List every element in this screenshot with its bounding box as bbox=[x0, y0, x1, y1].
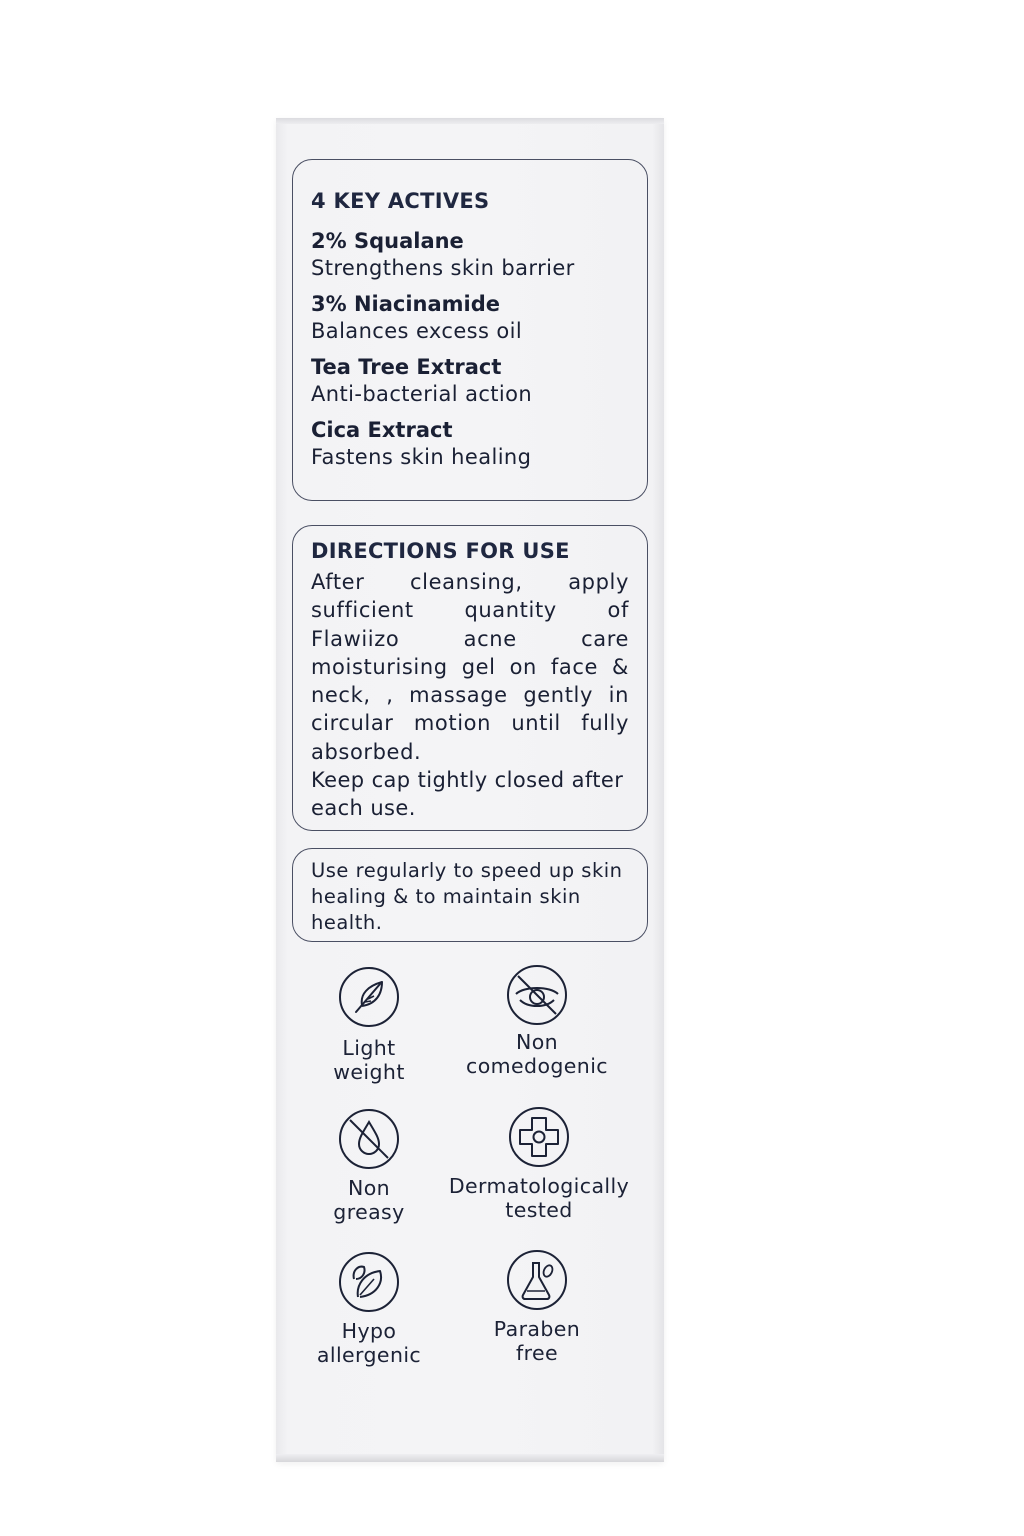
badge-label-line2: tested bbox=[505, 1198, 573, 1222]
active-item bbox=[311, 354, 629, 408]
badge-label-line2: greasy bbox=[333, 1200, 405, 1224]
active-description: Fastens skin healing bbox=[311, 445, 532, 469]
directions-text: After cleansing, apply sufficient quantity of Flawiizo acne care moisturising gel on face & neck, , massage gently in circular motion until fully absorbed. bbox=[311, 570, 629, 764]
badge-label-line2: free bbox=[515, 1341, 559, 1365]
badge-label-line2: comedogenic bbox=[466, 1054, 608, 1078]
usage-text: Use regularly to speed up skin healing & to maintain skin health. bbox=[311, 859, 623, 934]
key-actives-heading: 4 KEY ACTIVES bbox=[311, 189, 490, 213]
non-comedogenic-icon bbox=[506, 964, 568, 1026]
product-box-back bbox=[276, 118, 664, 1462]
medical-cross-icon bbox=[508, 1106, 570, 1168]
key-actives-panel bbox=[292, 159, 648, 501]
feather-icon bbox=[338, 966, 400, 1028]
badge-non-comedogenic bbox=[437, 964, 637, 1078]
badge-label-line1: Light bbox=[342, 1036, 396, 1060]
active-item bbox=[311, 291, 629, 345]
badge-label-line2: allergenic bbox=[316, 1343, 422, 1367]
badge-label-line2: weight bbox=[333, 1060, 405, 1084]
directions-note: Keep cap tightly closed after each use. bbox=[311, 768, 624, 821]
active-item bbox=[311, 417, 629, 471]
active-description: Strengthens skin barrier bbox=[311, 256, 575, 280]
active-name: 3% Niacinamide bbox=[311, 292, 501, 316]
badge-label-line1: Dermatologically bbox=[448, 1174, 630, 1198]
directions-panel bbox=[292, 525, 648, 831]
usage-panel bbox=[292, 848, 648, 942]
active-item bbox=[311, 228, 629, 282]
box-top-edge bbox=[276, 118, 664, 124]
active-description: Balances excess oil bbox=[311, 319, 523, 343]
badge-label-line1: Paraben bbox=[493, 1317, 581, 1341]
badge-label-line1: Non bbox=[347, 1176, 391, 1200]
badge-paraben-free bbox=[437, 1249, 637, 1365]
leaf-icon bbox=[338, 1251, 400, 1313]
flask-icon bbox=[506, 1249, 568, 1311]
no-oil-drop-icon bbox=[338, 1108, 400, 1170]
active-description: Anti-bacterial action bbox=[311, 382, 533, 406]
badge-label-line1: Hypo bbox=[341, 1319, 397, 1343]
box-bottom-edge bbox=[276, 1454, 664, 1462]
active-name: 2% Squalane bbox=[311, 229, 464, 253]
badge-dermatologically-tested bbox=[439, 1106, 639, 1222]
active-name: Cica Extract bbox=[311, 418, 453, 442]
badge-label-line1: Non bbox=[515, 1030, 559, 1054]
directions-heading: DIRECTIONS FOR USE bbox=[311, 539, 570, 563]
active-name: Tea Tree Extract bbox=[311, 355, 502, 379]
